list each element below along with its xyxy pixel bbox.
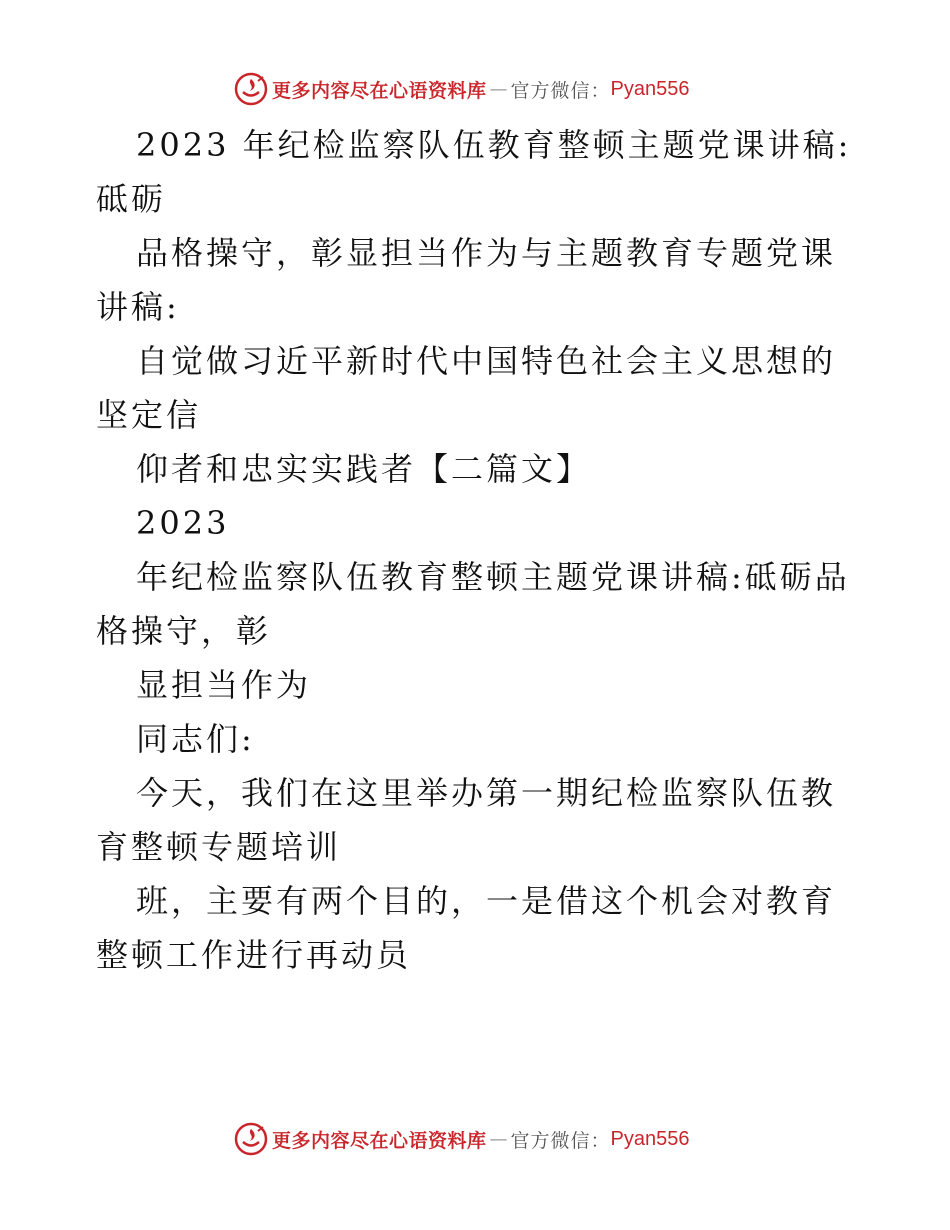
paragraph-salutation: 同志们: [136, 720, 255, 758]
paragraph-title-2: 品格操守，彰显担当作为与主题教育专题党课讲稿: [96, 234, 837, 326]
watermark-id: Pyan556 [610, 77, 690, 100]
flame-bowl-logo-icon [234, 72, 268, 106]
watermark-brand: 更多内容尽在心语资料库 [272, 79, 487, 102]
footer-watermark [234, 1121, 714, 1157]
watermark-separator: — [489, 1128, 508, 1150]
paragraph-title-4: 仰者和忠实实践者【二篇文】 [136, 450, 592, 488]
watermark-brand: 更多内容尽在心语资料库 [272, 1129, 487, 1152]
paragraph-body-1: 今天，我们在这里举办第一期纪检监察队伍教育整顿专题培训 [96, 774, 837, 866]
watermark-id: Pyan556 [610, 1127, 690, 1150]
paragraph-title-1: 2023 年纪检监察队伍教育整顿主题党课讲稿:砥砺 [96, 126, 852, 218]
paragraph-year: 2023 [136, 504, 230, 542]
watermark-label: 官方微信： [510, 1129, 611, 1152]
paragraph-subtitle-2: 显担当作为 [136, 666, 312, 704]
paragraph-subtitle-1: 年纪检监察队伍教育整顿主题党课讲稿:砥砺品格操守，彰 [96, 558, 850, 650]
flame-bowl-logo-icon [234, 1122, 268, 1156]
watermark-separator: — [489, 78, 508, 100]
paragraph-title-3: 自觉做习近平新时代中国特色社会主义思想的坚定信 [96, 342, 837, 434]
paragraph-body-2: 班，主要有两个目的，一是借这个机会对教育整顿工作进行再动员 [96, 882, 837, 974]
header-watermark [234, 71, 714, 107]
document-body [96, 118, 856, 982]
watermark-label: 官方微信： [510, 79, 611, 102]
